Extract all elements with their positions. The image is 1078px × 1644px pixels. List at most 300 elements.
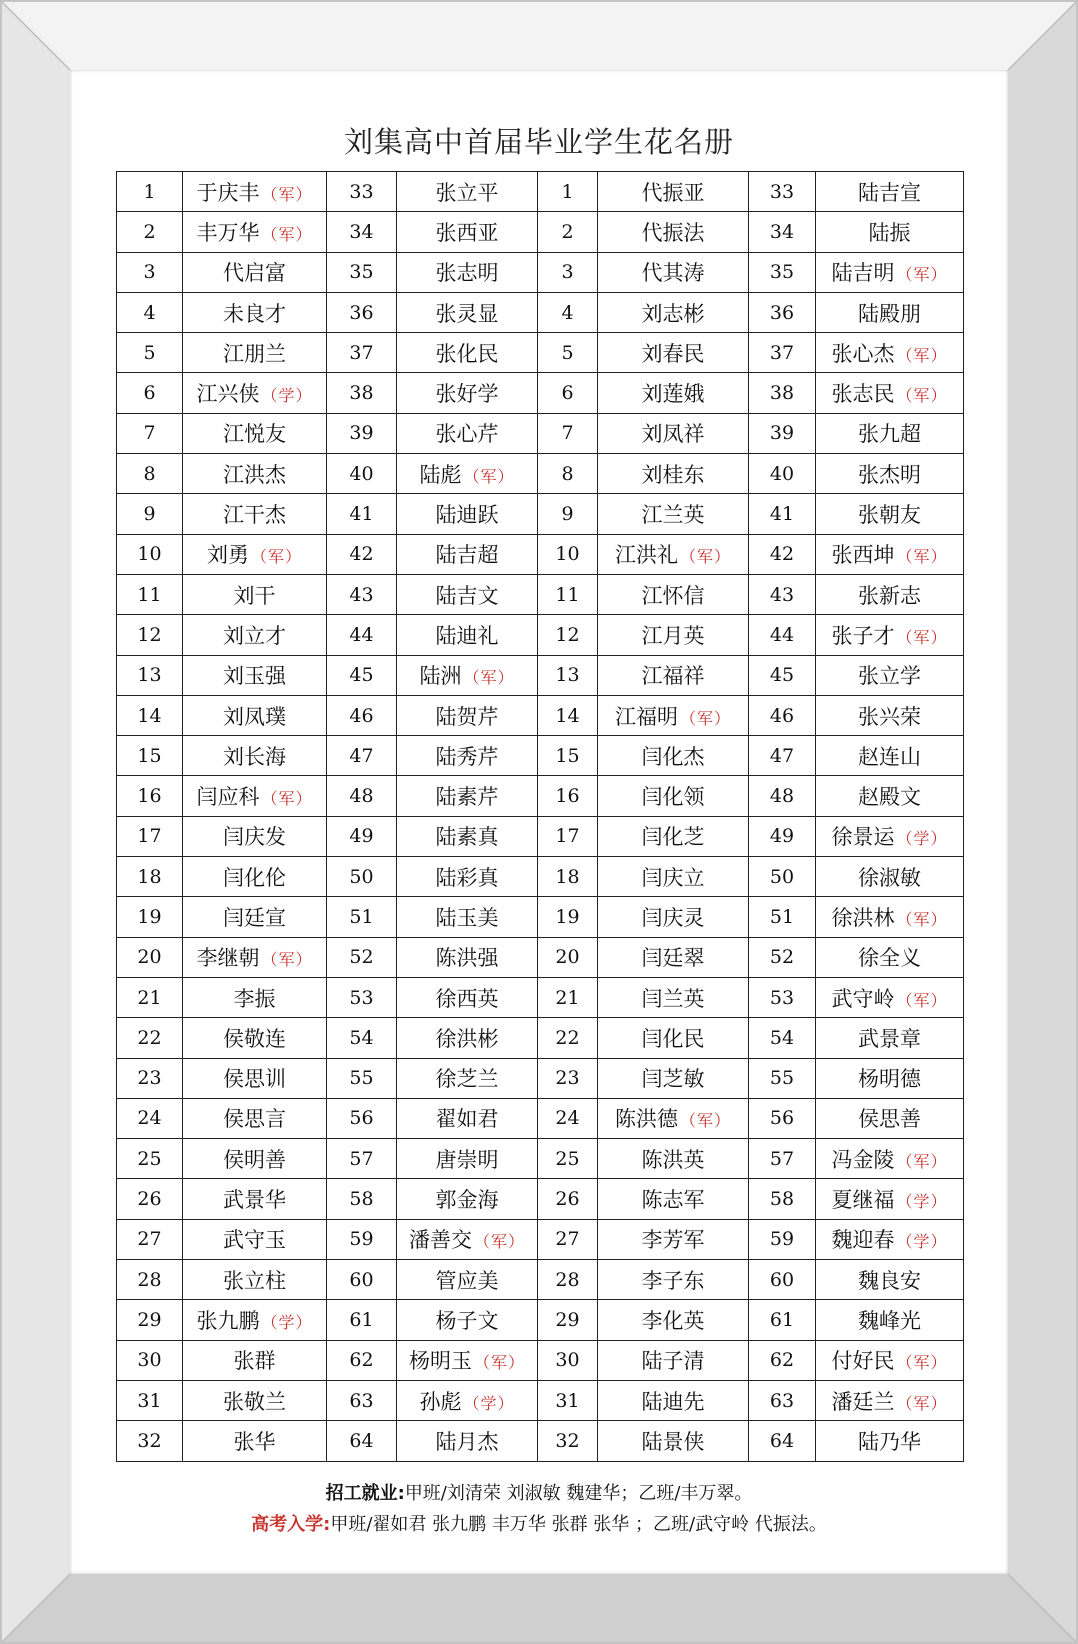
student-name: 徐淑敏 — [858, 865, 921, 890]
student-cell — [816, 1018, 964, 1058]
student-name: 陆迪礼 — [435, 623, 499, 648]
student-name: 潘善交 — [408, 1228, 472, 1253]
student-cell — [397, 373, 538, 413]
table-row — [117, 373, 964, 413]
student-name: 江悦友 — [223, 422, 286, 447]
student-name: 张化民 — [435, 341, 499, 366]
destination-tag: （学） — [896, 829, 948, 849]
student-cell — [598, 1380, 749, 1420]
student-name: 夏继福 — [831, 1188, 895, 1213]
student-number: 48 — [749, 776, 816, 816]
table-row — [117, 252, 964, 292]
student-cell — [816, 534, 964, 574]
student-name: 刘莲娥 — [641, 382, 705, 407]
student-name: 李振 — [233, 986, 276, 1011]
student-name: 徐全义 — [858, 946, 921, 971]
table-row — [117, 292, 964, 332]
student-name: 徐芝兰 — [435, 1067, 499, 1092]
student-name: 陆洲 — [419, 664, 462, 689]
student-name: 江兴侠 — [196, 382, 260, 407]
student-name: 张好学 — [435, 382, 499, 407]
student-cell — [816, 333, 964, 373]
student-cell — [598, 1139, 749, 1179]
student-number: 39 — [327, 413, 397, 453]
student-cell — [397, 736, 538, 776]
student-name: 陆乃华 — [858, 1429, 921, 1454]
student-number: 32 — [538, 1421, 598, 1461]
student-number: 59 — [327, 1219, 397, 1259]
student-cell — [397, 292, 538, 332]
student-name: 闫应科 — [196, 785, 260, 810]
student-number: 25 — [117, 1139, 183, 1179]
student-cell — [598, 574, 749, 614]
destination-tag: （学） — [261, 386, 313, 406]
student-cell — [598, 292, 749, 332]
student-number: 3 — [117, 252, 183, 292]
table-row — [117, 857, 964, 897]
student-number: 42 — [327, 534, 397, 574]
roster-body — [117, 172, 964, 1462]
table-row — [117, 615, 964, 655]
student-number: 1 — [538, 172, 598, 212]
student-number: 63 — [749, 1380, 816, 1420]
student-number: 58 — [327, 1179, 397, 1219]
student-number: 22 — [117, 1018, 183, 1058]
student-cell — [397, 1058, 538, 1098]
student-name: 刘玉强 — [223, 664, 286, 689]
page-title: 刘集高中首届毕业学生花名册 — [343, 125, 734, 159]
student-cell — [598, 1300, 749, 1340]
table-row — [117, 816, 964, 856]
destination-tag: （军） — [261, 184, 313, 204]
destination-tag: （军） — [679, 547, 731, 567]
student-number: 23 — [538, 1058, 598, 1098]
student-cell — [183, 776, 327, 816]
student-name: 陈洪德 — [614, 1107, 678, 1132]
student-number: 45 — [327, 655, 397, 695]
student-number: 16 — [538, 776, 598, 816]
student-cell — [397, 534, 538, 574]
destination-tag: （军） — [261, 950, 313, 970]
student-cell — [598, 1098, 749, 1138]
student-number: 60 — [749, 1260, 816, 1300]
student-number: 29 — [117, 1300, 183, 1340]
student-name: 闫廷宣 — [223, 905, 286, 930]
student-cell — [183, 333, 327, 373]
student-number: 55 — [327, 1058, 397, 1098]
student-number: 62 — [749, 1340, 816, 1380]
student-name: 闫庆发 — [223, 825, 286, 850]
student-number: 19 — [538, 897, 598, 937]
student-number: 14 — [117, 695, 183, 735]
student-cell — [397, 413, 538, 453]
student-cell — [816, 413, 964, 453]
student-name: 杨明德 — [858, 1067, 921, 1092]
student-cell — [598, 1340, 749, 1380]
student-name: 闫化芝 — [641, 825, 705, 850]
student-name: 杨子文 — [435, 1308, 499, 1333]
student-number: 54 — [327, 1018, 397, 1058]
student-cell — [397, 1340, 538, 1380]
student-name: 魏峰光 — [858, 1308, 921, 1333]
student-number: 43 — [327, 574, 397, 614]
student-name: 魏良安 — [858, 1268, 921, 1293]
student-name: 张心杰 — [831, 341, 895, 366]
student-cell — [397, 1139, 538, 1179]
student-name: 江月英 — [641, 623, 705, 648]
destination-tag: （军） — [896, 265, 948, 285]
student-cell — [598, 454, 749, 494]
student-name: 江朋兰 — [223, 341, 286, 366]
student-name: 张立平 — [435, 180, 499, 205]
student-number: 36 — [327, 292, 397, 332]
student-number: 9 — [117, 494, 183, 534]
student-cell — [397, 897, 538, 937]
student-cell — [598, 333, 749, 373]
student-cell — [598, 655, 749, 695]
table-row — [117, 1058, 964, 1098]
destination-tag: （学） — [261, 1312, 313, 1332]
student-name: 魏迎春 — [831, 1228, 895, 1253]
student-name: 陈洪强 — [435, 946, 499, 971]
student-number: 50 — [749, 857, 816, 897]
student-name: 郭金海 — [435, 1188, 499, 1213]
table-row — [117, 172, 964, 212]
student-number: 51 — [749, 897, 816, 937]
student-number: 33 — [327, 172, 397, 212]
student-number: 56 — [327, 1098, 397, 1138]
student-number: 6 — [117, 373, 183, 413]
student-number: 26 — [538, 1179, 598, 1219]
student-name: 陆迪先 — [641, 1389, 705, 1414]
student-number: 60 — [327, 1260, 397, 1300]
student-name: 江洪杰 — [223, 462, 286, 487]
student-cell — [816, 292, 964, 332]
student-cell — [183, 1058, 327, 1098]
student-name: 刘凤璞 — [223, 704, 286, 729]
student-cell — [183, 655, 327, 695]
student-name: 赵殿文 — [858, 785, 921, 810]
destination-tag: （军） — [463, 668, 515, 688]
table-row — [117, 1098, 964, 1138]
destination-tag: （军） — [896, 547, 948, 567]
student-number: 49 — [749, 816, 816, 856]
student-number: 39 — [749, 413, 816, 453]
student-cell — [816, 897, 964, 937]
student-cell — [183, 252, 327, 292]
student-number: 1 — [117, 172, 183, 212]
student-name: 陆迪跃 — [435, 503, 499, 528]
student-name: 侯思训 — [223, 1067, 286, 1092]
student-number: 36 — [749, 292, 816, 332]
student-cell — [598, 1179, 749, 1219]
student-cell — [598, 373, 749, 413]
student-name: 闫庆立 — [641, 865, 705, 890]
student-name: 陆玉美 — [435, 905, 499, 930]
student-name: 闫化杰 — [641, 744, 705, 769]
student-name: 陈洪英 — [641, 1147, 705, 1172]
student-name: 付好民 — [831, 1349, 895, 1374]
student-cell — [183, 1340, 327, 1380]
student-name: 张灵显 — [435, 301, 499, 326]
student-cell — [397, 615, 538, 655]
table-row — [117, 1219, 964, 1259]
student-number: 46 — [327, 695, 397, 735]
student-name: 武景章 — [858, 1026, 921, 1051]
student-name: 徐西英 — [435, 986, 499, 1011]
student-cell — [598, 816, 749, 856]
student-number: 2 — [117, 212, 183, 252]
table-row — [117, 454, 964, 494]
destination-tag: （军） — [896, 1353, 948, 1373]
student-name: 江福明 — [614, 704, 678, 729]
table-row — [117, 1139, 964, 1179]
student-cell — [183, 977, 327, 1017]
student-name: 刘长海 — [223, 744, 286, 769]
student-cell — [183, 373, 327, 413]
student-cell — [397, 655, 538, 695]
student-number: 44 — [327, 615, 397, 655]
student-cell — [598, 937, 749, 977]
table-row — [117, 1018, 964, 1058]
student-name: 刘志彬 — [641, 301, 705, 326]
table-row — [117, 655, 964, 695]
student-cell — [183, 534, 327, 574]
destination-tag: （军） — [250, 547, 302, 567]
student-cell — [397, 333, 538, 373]
student-number: 30 — [117, 1340, 183, 1380]
student-number: 35 — [327, 252, 397, 292]
student-cell — [183, 736, 327, 776]
student-number: 47 — [749, 736, 816, 776]
table-row — [117, 1300, 964, 1340]
student-number: 10 — [117, 534, 183, 574]
student-cell — [183, 857, 327, 897]
student-number: 41 — [327, 494, 397, 534]
student-cell — [598, 212, 749, 252]
student-number: 33 — [749, 172, 816, 212]
table-row — [117, 736, 964, 776]
student-cell — [816, 454, 964, 494]
student-name: 张敬兰 — [223, 1389, 286, 1414]
student-name: 张志民 — [831, 382, 895, 407]
student-number: 45 — [749, 655, 816, 695]
destination-tag: （军） — [679, 1111, 731, 1131]
student-number: 48 — [327, 776, 397, 816]
student-name: 刘勇 — [206, 543, 249, 568]
student-number: 7 — [117, 413, 183, 453]
student-cell — [598, 172, 749, 212]
student-cell — [816, 252, 964, 292]
student-cell — [397, 574, 538, 614]
student-cell — [598, 897, 749, 937]
student-cell — [816, 1340, 964, 1380]
student-cell — [816, 937, 964, 977]
student-number: 64 — [749, 1421, 816, 1461]
student-name: 江福祥 — [641, 664, 705, 689]
student-name: 侯思言 — [223, 1107, 286, 1132]
student-cell — [397, 1018, 538, 1058]
student-cell — [816, 212, 964, 252]
student-cell — [816, 695, 964, 735]
student-name: 武守玉 — [223, 1228, 286, 1253]
student-number: 17 — [117, 816, 183, 856]
student-name: 未良才 — [223, 301, 286, 326]
table-row — [117, 574, 964, 614]
college-text: 甲班/翟如君 张九鹏 丰万华 张群 张华 ；乙班/武守岭 代振法。 — [330, 1514, 827, 1535]
student-name: 闫廷翠 — [641, 946, 705, 971]
student-cell — [816, 494, 964, 534]
student-number: 63 — [327, 1380, 397, 1420]
student-cell — [598, 695, 749, 735]
student-name: 侯敬连 — [223, 1026, 286, 1051]
student-number: 2 — [538, 212, 598, 252]
student-cell — [816, 1058, 964, 1098]
student-number: 27 — [538, 1219, 598, 1259]
destination-tag: （军） — [896, 1151, 948, 1171]
student-number: 29 — [538, 1300, 598, 1340]
student-name: 陈志军 — [641, 1188, 705, 1213]
student-cell — [397, 172, 538, 212]
student-cell — [397, 1260, 538, 1300]
student-cell — [816, 373, 964, 413]
student-cell — [816, 172, 964, 212]
student-name: 陆素芹 — [435, 785, 499, 810]
student-number: 41 — [749, 494, 816, 534]
student-number: 20 — [538, 937, 598, 977]
student-number: 57 — [749, 1139, 816, 1179]
student-number: 5 — [117, 333, 183, 373]
student-number: 28 — [538, 1260, 598, 1300]
destination-tag: （军） — [261, 789, 313, 809]
student-cell — [598, 615, 749, 655]
student-cell — [598, 534, 749, 574]
student-name: 张立学 — [858, 664, 921, 689]
destination-tag: （军） — [473, 1232, 525, 1252]
student-number: 10 — [538, 534, 598, 574]
student-name: 陆殿朋 — [858, 301, 921, 326]
student-number: 38 — [327, 373, 397, 413]
student-name: 刘立才 — [223, 623, 286, 648]
student-cell — [183, 897, 327, 937]
table-row — [117, 977, 964, 1017]
student-name: 陆贺芹 — [435, 704, 499, 729]
table-row — [117, 1260, 964, 1300]
destination-tag: （军） — [896, 345, 948, 365]
destination-tag: （军） — [679, 708, 731, 728]
student-number: 11 — [538, 574, 598, 614]
student-number: 47 — [327, 736, 397, 776]
student-name: 闫庆灵 — [641, 905, 705, 930]
student-cell — [183, 172, 327, 212]
student-cell — [816, 1260, 964, 1300]
student-cell — [183, 695, 327, 735]
student-number: 40 — [327, 454, 397, 494]
student-cell — [816, 977, 964, 1017]
destination-tag: （军） — [896, 386, 948, 406]
student-cell — [183, 574, 327, 614]
student-name: 李子东 — [641, 1268, 705, 1293]
student-name: 陆吉明 — [831, 261, 895, 286]
student-cell — [397, 1380, 538, 1420]
student-number: 3 — [538, 252, 598, 292]
student-number: 4 — [117, 292, 183, 332]
student-name: 代振亚 — [641, 180, 705, 205]
student-cell — [816, 1179, 964, 1219]
student-number: 35 — [749, 252, 816, 292]
employment-note — [0, 1479, 1078, 1505]
destination-tag: （军） — [896, 627, 948, 647]
student-name: 李芳军 — [641, 1228, 705, 1253]
student-name: 刘春民 — [641, 341, 705, 366]
student-cell — [183, 615, 327, 655]
student-name: 徐景运 — [831, 825, 895, 850]
student-cell — [816, 1300, 964, 1340]
student-cell — [397, 1421, 538, 1461]
student-name: 杨明玉 — [408, 1349, 472, 1374]
student-name: 江怀信 — [641, 583, 705, 608]
student-number: 57 — [327, 1139, 397, 1179]
student-cell — [183, 494, 327, 534]
student-cell — [816, 615, 964, 655]
student-number: 4 — [538, 292, 598, 332]
student-cell — [397, 494, 538, 534]
student-number: 34 — [749, 212, 816, 252]
student-number: 54 — [749, 1018, 816, 1058]
student-cell — [183, 1300, 327, 1340]
student-cell — [598, 977, 749, 1017]
student-number: 40 — [749, 454, 816, 494]
table-row — [117, 776, 964, 816]
table-row — [117, 534, 964, 574]
roster-table — [116, 171, 964, 1462]
student-name: 代其涛 — [641, 261, 705, 286]
student-number: 51 — [327, 897, 397, 937]
student-name: 翟如君 — [435, 1107, 499, 1132]
table-row — [117, 1380, 964, 1420]
student-name: 张新志 — [858, 583, 921, 608]
table-row — [117, 212, 964, 252]
student-cell — [397, 454, 538, 494]
student-name: 张兴荣 — [858, 704, 921, 729]
student-number: 18 — [117, 857, 183, 897]
student-cell — [397, 816, 538, 856]
destination-tag: （军） — [261, 224, 313, 244]
student-name: 刘桂东 — [641, 462, 705, 487]
student-name: 刘干 — [233, 583, 276, 608]
student-cell — [397, 1219, 538, 1259]
student-name: 张群 — [233, 1349, 276, 1374]
student-number: 13 — [538, 655, 598, 695]
student-cell — [816, 1421, 964, 1461]
destination-tag: （军） — [896, 1393, 948, 1413]
student-number: 46 — [749, 695, 816, 735]
student-cell — [183, 1380, 327, 1420]
student-cell — [816, 816, 964, 856]
table-row — [117, 1340, 964, 1380]
student-number: 53 — [327, 977, 397, 1017]
student-number: 28 — [117, 1260, 183, 1300]
student-number: 64 — [327, 1421, 397, 1461]
student-cell — [816, 655, 964, 695]
student-name: 唐崇明 — [435, 1147, 499, 1172]
student-number: 59 — [749, 1219, 816, 1259]
student-name: 徐洪彬 — [435, 1026, 499, 1051]
student-number: 12 — [117, 615, 183, 655]
student-number: 23 — [117, 1058, 183, 1098]
student-cell — [598, 857, 749, 897]
student-cell — [183, 454, 327, 494]
